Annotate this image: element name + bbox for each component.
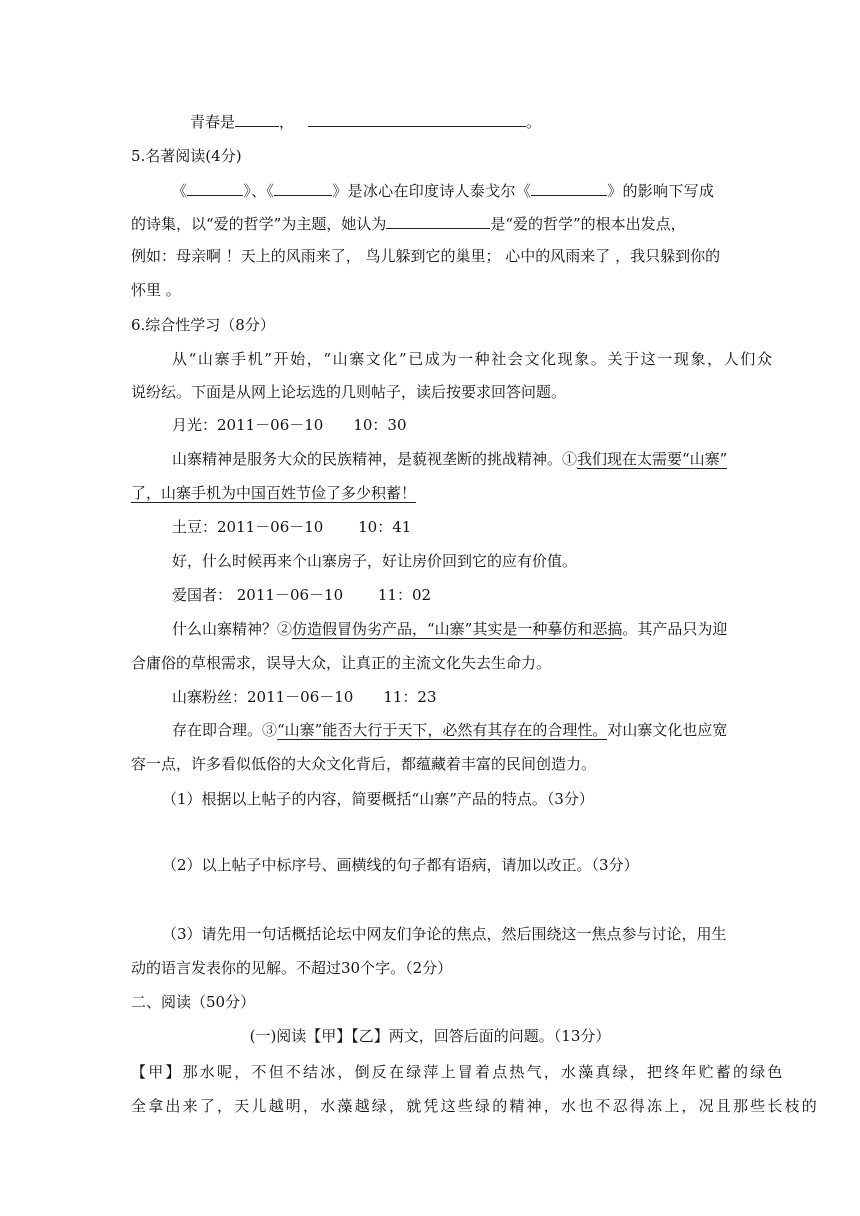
post-2-body: 好，什么时候再来个山寨房子，好让房价回到它的应有价值。 <box>172 552 578 570</box>
blank-book-1 <box>187 181 243 196</box>
q6-title: 6.综合性学习（8分） <box>131 316 275 334</box>
blank-2 <box>308 112 526 127</box>
blank-1 <box>235 112 279 127</box>
post-1-text: 山寨精神是服务大众的民族精神，是藐视垄断的挑战精神。① <box>172 450 578 468</box>
post-3-text: 什么山寨精神？② <box>172 620 293 638</box>
sub-question-3-line-1: （3）请先用一句话概括论坛中网友们争论的焦点，然后围绕这一焦点参与讨论，用生 <box>162 925 727 943</box>
q5-text: 的诗集，以“爱的哲学”为主题，她认为 <box>131 215 387 233</box>
q5-para-line-3: 例如：母亲啊 ！天上的风雨来了， 鸟儿躲到它的巢里； 心中的风雨来了 ，我只躲到你的 <box>131 247 721 265</box>
blank-book-3 <box>531 181 607 196</box>
q5-text: 《 <box>172 182 188 200</box>
post-1-line-2 <box>131 482 416 504</box>
post-2-header: 土豆：2011－06－10 10：41 <box>172 518 412 536</box>
post-4-line-2: 容一点，许多看似低俗的大众文化背后，都蕴藏着丰富的民间创造力。 <box>131 755 597 773</box>
q5-text: 》是冰心在印度诗人泰戈尔 <box>332 182 516 200</box>
q5-text: 《 <box>515 182 532 200</box>
q5-para-line-4: 怀里 。 <box>131 281 181 299</box>
q5-title: 5.名著阅读(4分) <box>131 147 242 165</box>
sub-question-1: （1）根据以上帖子的内容，简要概括“山寨”产品的特点。（3分） <box>162 790 594 808</box>
poem-line <box>190 111 541 133</box>
q5-text: 是“爱的哲学”的根本出发点， <box>490 215 686 233</box>
post-1-header: 月光：2011－06－10 10：30 <box>172 416 407 434</box>
post-1-underlined: 我们现在太需要“山寨” <box>577 450 728 468</box>
blank-book-2 <box>274 181 332 196</box>
q5-para-line-1 <box>172 180 714 202</box>
poem-comma: ， <box>279 113 295 131</box>
section-2-subtitle: (一)阅读【甲】【乙】两文，回答后面的问题。（13分） <box>249 1027 611 1045</box>
post-3-line-1 <box>172 618 727 640</box>
poem-prefix: 青春是 <box>190 113 236 131</box>
passage-jia-line-1: 【甲】那水呢，不但不结冰，倒反在绿萍上冒着点热气，水藻真绿，把终年贮蓄的绿色 <box>131 1063 785 1081</box>
q6-intro-line-1: 从“山寨手机”开始，“山寨文化”已成为一种社会文化现象。关于这一现象，人们众 <box>172 350 774 368</box>
poem-end: 。 <box>526 113 542 131</box>
section-2-title: 二、阅读（50分） <box>131 993 256 1011</box>
post-1-underlined: 了，山寨手机为中国百姓节俭了多少积蓄！ <box>131 484 417 502</box>
sub-question-3-line-2: 动的语言发表你的见解。不超过30个字。（2分） <box>131 959 453 977</box>
passage-jia-line-2: 全拿出来了，天儿越明，水藻越绿，就凭这些绿的精神，水也不忍得冻上，况且那些长枝的 <box>131 1097 820 1115</box>
post-4-text: 对山寨文化也应宽 <box>607 721 728 739</box>
q5-text: 》的影响下写成 <box>607 182 715 200</box>
post-3-header: 爱国者： 2011－06－10 11：02 <box>172 586 432 604</box>
post-4-header: 山寨粉丝：2011－06－10 11：23 <box>172 688 437 706</box>
post-4-line-1 <box>172 719 727 741</box>
blank-answer <box>386 214 490 229</box>
post-4-text: 存在即合理。③ <box>172 721 278 739</box>
post-4-underlined: “山寨”能否大行于天下，必然有其存在的合理性。 <box>277 721 608 739</box>
post-3-underlined: 仿造假冒伪劣产品，“山寨”其实是一种摹仿和恶搞 <box>292 620 623 638</box>
post-3-text: 。其产品只为迎 <box>622 620 728 638</box>
q6-intro-line-2: 说纷纭。下面是从网上论坛选的几则帖子，读后按要求回答问题。 <box>131 383 567 401</box>
sub-question-2: （2）以上帖子中标序号、画横线的句子都有语病，请加以改正。（3分） <box>162 856 639 874</box>
post-1-line-1 <box>172 448 727 470</box>
q5-para-line-2 <box>131 213 686 235</box>
post-3-line-2: 合庸俗的草根需求，误导大众，让真正的主流文化失去生命力。 <box>131 654 552 672</box>
q5-text: 》、《 <box>243 182 275 200</box>
